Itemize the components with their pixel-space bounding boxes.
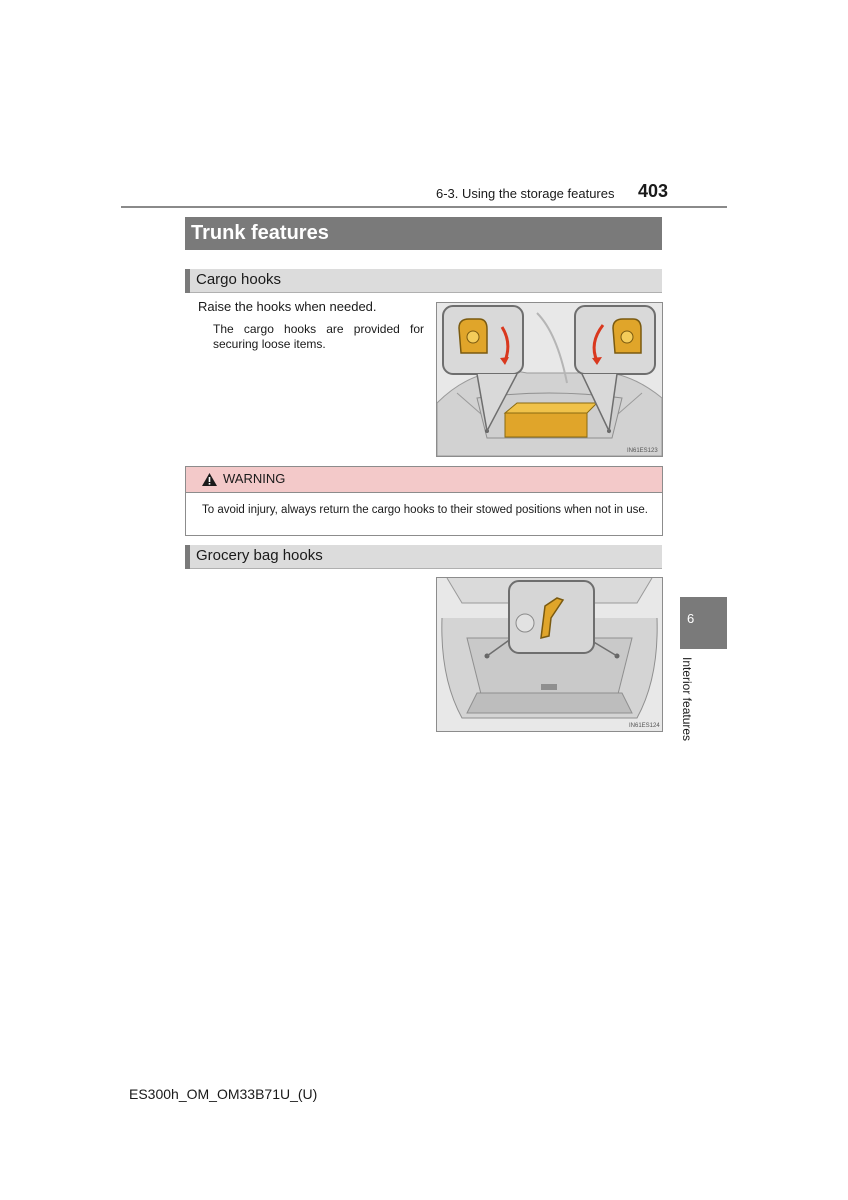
- grocery-figure-code: IN61ES124: [629, 723, 660, 729]
- cargo-hooks-heading: Cargo hooks: [196, 271, 282, 288]
- header-section-title: 6-3. Using the storage features: [436, 186, 615, 201]
- cargo-note: The cargo hooks are provided for securing loose items.: [213, 322, 424, 351]
- header-divider: [121, 206, 727, 208]
- trunk-cargo-illustration: [437, 303, 662, 456]
- cargo-figure-code: IN61ES123: [627, 448, 658, 454]
- cargo-hooks-heading-bar: [185, 269, 662, 293]
- page-number: 403: [638, 181, 669, 201]
- chapter-label: Interior features: [680, 657, 694, 742]
- page-title-bar: [185, 217, 662, 250]
- chapter-tab: [680, 597, 727, 649]
- warning-label: WARNING: [223, 471, 286, 486]
- grocery-hooks-heading-bar: [185, 545, 662, 569]
- chapter-number: 6: [687, 611, 695, 626]
- chapter-label-container: [680, 657, 694, 777]
- grocery-hooks-figure: [436, 577, 663, 732]
- trunk-grocery-illustration: [437, 578, 662, 731]
- warning-triangle-icon: [201, 472, 218, 487]
- cargo-instruction: Raise the hooks when needed.: [198, 299, 377, 314]
- warning-box: [185, 466, 663, 536]
- cargo-hooks-figure: [436, 302, 663, 457]
- footer-doc-code: ES300h_OM_OM33B71U_(U): [129, 1086, 318, 1102]
- grocery-hooks-heading: Grocery bag hooks: [196, 547, 323, 564]
- warning-header: [186, 467, 662, 493]
- page-title: Trunk features: [191, 222, 329, 244]
- warning-text: To avoid injury, always return the cargo hooks to their stowed positions when not in use.: [202, 504, 648, 516]
